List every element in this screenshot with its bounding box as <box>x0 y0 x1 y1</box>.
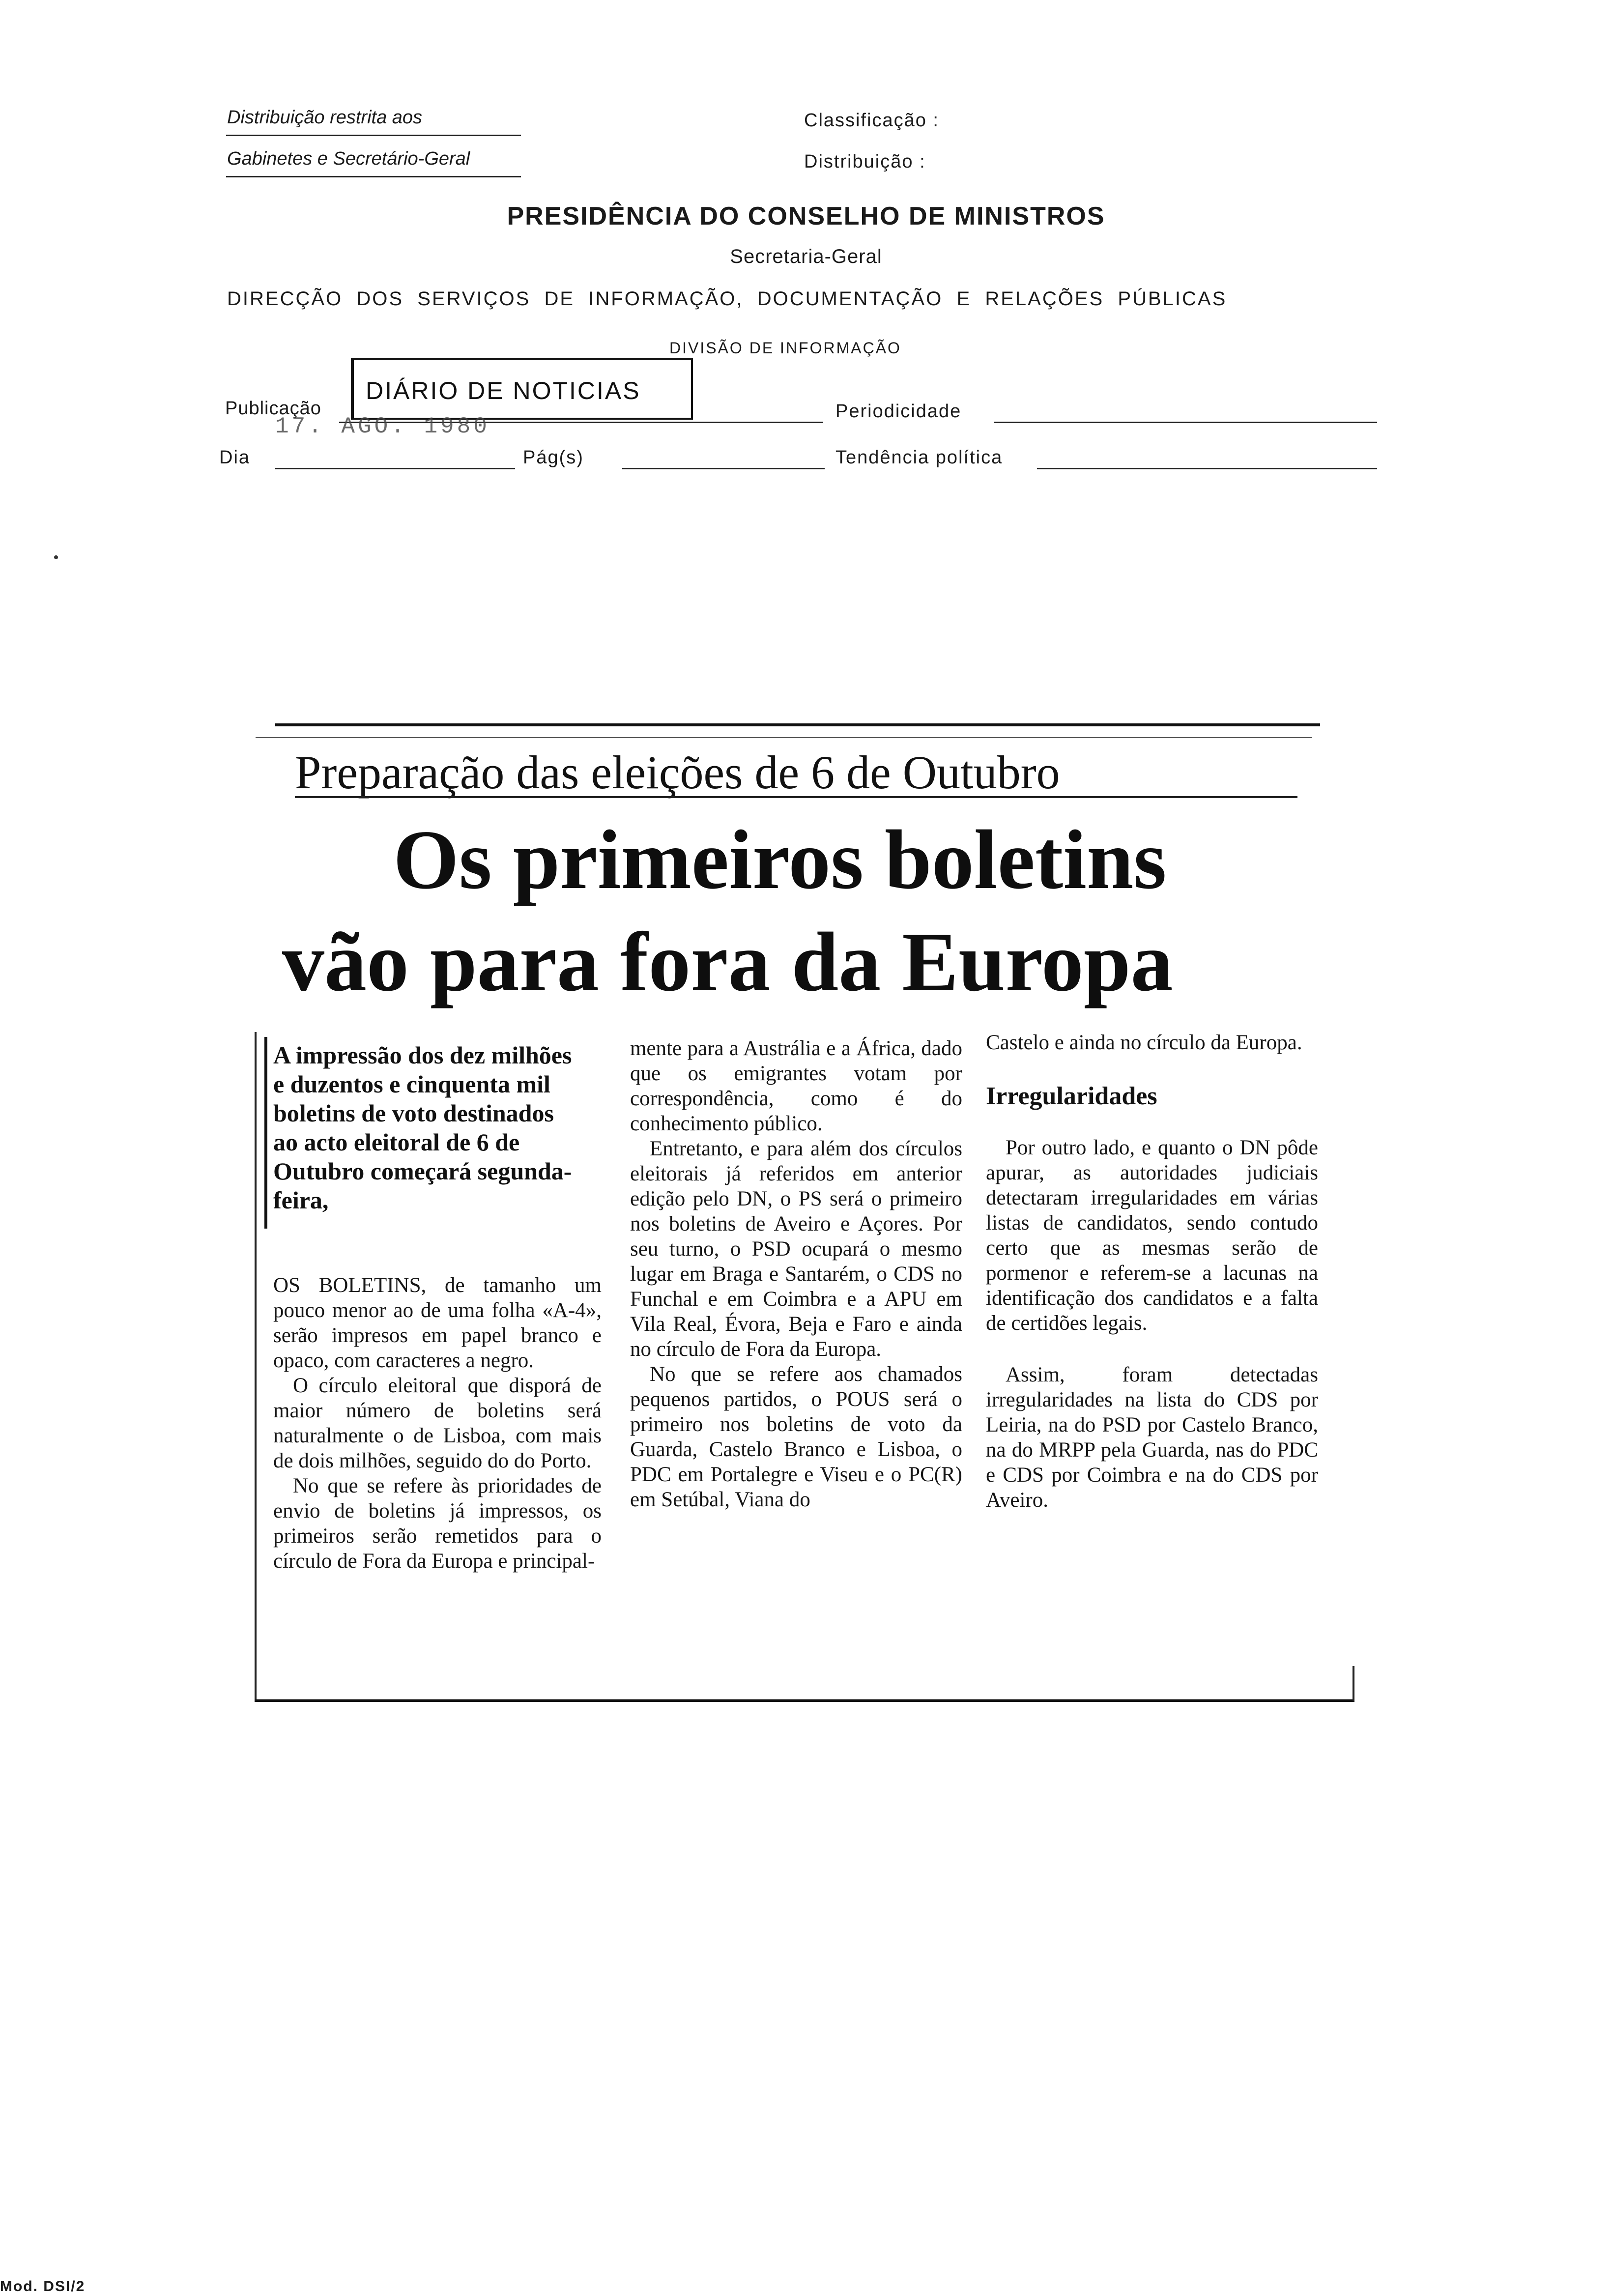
pages-label: Pág(s) <box>523 447 584 468</box>
col2-paragraph-1: mente para a Austrália e a África, dado que os emigrantes votam por correspondência, como é do conhecimento público. <box>630 1037 962 1135</box>
col3-paragraph-1: Castelo e ainda no círculo da Europa. <box>986 1031 1302 1054</box>
col1-paragraph-2: O círculo eleitoral que disporá de maior número de boletins será naturalmente o de Lisboa, com mais de dois milhões, seguido do do Porto. <box>273 1374 602 1472</box>
directorate: DIRECÇÃO DOS SERVIÇOS DE INFORMAÇÃO, DOCUMENTAÇÃO E RELAÇÕES PÚBLICAS <box>227 288 1227 310</box>
col3-paragraph-2: Por outro lado, e quanto o DN pôde apurar, as autoridades judiciais detectaram irregularidades em várias listas de candidatos, sendo contudo certo que as mesmas serão de pormenor e referem-se a lacunas na identificação dos candidatos e a falta de certidões legais. <box>986 1136 1318 1335</box>
classification-label: Classificação : <box>804 110 939 131</box>
column-2 <box>630 1036 962 1512</box>
secretariat: Secretaria-Geral <box>730 246 882 267</box>
clipping-top-rule-thin <box>256 737 1312 738</box>
distribution-note-line2: Gabinetes e Secretário-Geral <box>227 148 470 169</box>
col3-subhead: Irregularidades <box>986 1082 1157 1110</box>
publication-stamp: DIÁRIO DE NOTICIAS <box>366 377 641 404</box>
column-3 <box>986 1030 1318 1513</box>
column-1 <box>273 1273 602 1574</box>
col2-paragraph-2: Entretanto, e para além dos círculos eleitorais já referidos em anterior edição pelo DN, o PS será o primeiro nos boletins de Aveiro e Açores. Por seu turno, o PSD ocupará o mesmo lugar em Braga e Santarém, o CDS no Funchal e em Coimbra e a APU em Vila Real, Évora, Beja e Faro e ainda no círculo de Fora da Europa. <box>630 1137 962 1361</box>
col2-paragraph-3: No que se refere aos chamados pequenos partidos, o POUS será o primeiro nos boletins de voto da Guarda, Castelo Branco e Lisboa, o PDC em Portalegre e Viseu e o PC(R) em Setúbal, Viana do <box>630 1363 962 1511</box>
clipping-left-edge <box>255 1032 257 1700</box>
lede-rule <box>264 1037 267 1229</box>
distribution-label: Distribuição : <box>804 151 926 172</box>
clipping-top-rule <box>275 723 1320 726</box>
date-stamp: 17. AGO. 1980 <box>275 414 490 439</box>
col3-paragraph-3: Assim, foram detectadas irregularidades na lista do CDS por Leiria, na do PSD por Castelo Branco, na do MRPP pela Guarda, nas do PDC e CDS por Coimbra e na do CDS por Aveiro. <box>986 1363 1318 1512</box>
article-kicker: Preparação das eleições de 6 de Outubro <box>295 746 1060 799</box>
distribution-note-line1: Distribuição restrita aos <box>227 107 423 128</box>
publication-label: Publicação <box>225 398 321 419</box>
periodicity-label: Periodicidade <box>835 401 962 422</box>
publication-stamp-box <box>351 358 693 420</box>
clipping-bottom-rule <box>255 1699 1354 1702</box>
clipping-right-edge <box>1353 1666 1354 1701</box>
article-lede: A impressão dos dez milhões e duzentos e cinquenta mil boletins de voto destinados ao acto eleitoral de 6 de Outubro começará segunda-feira, <box>273 1041 572 1214</box>
day-label: Dia <box>219 447 251 468</box>
col1-paragraph-3: No que se refere às prioridades de envio de boletins já impressos, os primeiros serão remetidos para o círculo de Fora da Europa e principal- <box>273 1474 602 1573</box>
form-code: Mod. DSI/2 <box>0 2278 86 2295</box>
col1-paragraph-1: OS BOLETINS, de tamanho um pouco menor ao de uma folha «A-4», serão impresos em papel branco e opaco, com caracteres a negro. <box>273 1274 602 1372</box>
kicker-underline <box>295 796 1297 798</box>
headline-line2: vão para fora da Europa <box>282 916 1173 1009</box>
political-tendency-label: Tendência política <box>835 447 1003 468</box>
ministry-title: PRESIDÊNCIA DO CONSELHO DE MINISTROS <box>507 202 1105 230</box>
division: DIVISÃO DE INFORMAÇÃO <box>669 339 901 357</box>
headline-line1: Os primeiros boletins <box>393 813 1167 907</box>
speck <box>54 555 58 559</box>
